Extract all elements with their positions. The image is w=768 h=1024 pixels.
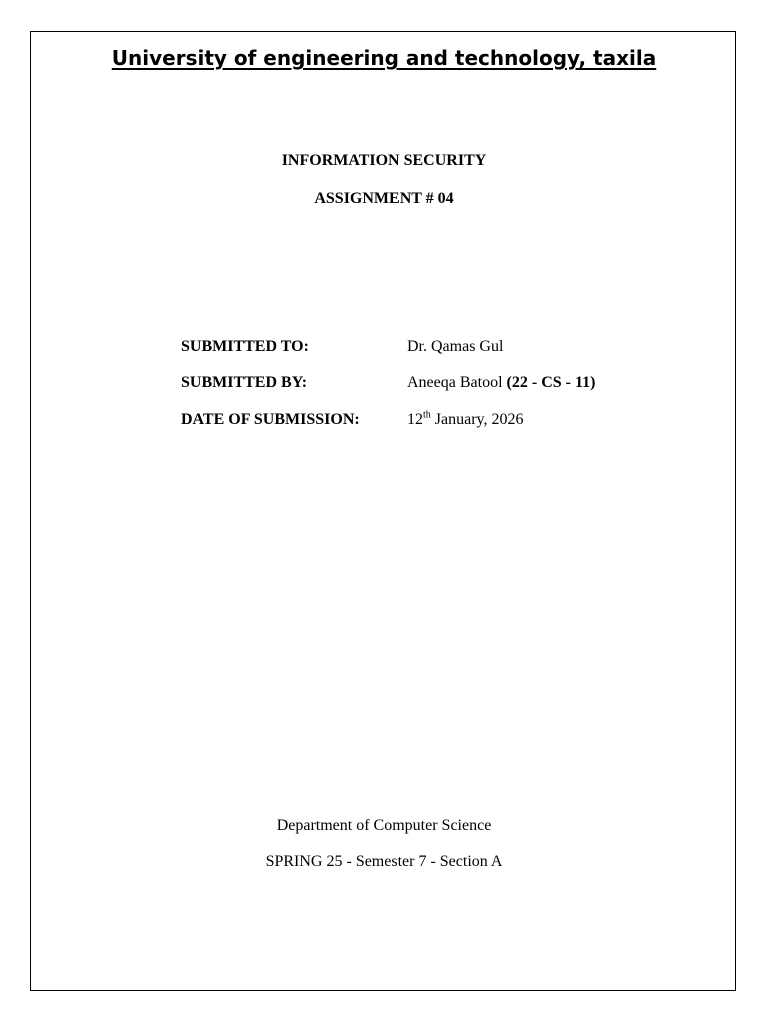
assignment-title: ASSIGNMENT # 04 <box>314 190 454 207</box>
university-title: University of engineering and technology, taxila <box>111 46 657 70</box>
submitted-by-label: SUBMITTED BY: <box>181 374 308 391</box>
student-roll-number: (22 - CS - 11) <box>506 374 596 391</box>
submitted-by-value <box>407 373 595 393</box>
submitted-to-label: SUBMITTED TO: <box>181 338 309 355</box>
submitted-by-row <box>181 373 681 395</box>
submission-date-value <box>407 410 524 430</box>
submission-date-label: DATE OF SUBMISSION: <box>181 411 360 428</box>
page-border <box>30 31 736 991</box>
semester-section: SPRING 25 - Semester 7 - Section A <box>265 853 503 870</box>
date-day: 12 <box>407 411 423 428</box>
date-day-suffix: th <box>423 409 431 421</box>
submitted-to-value: Dr. Qamas Gul <box>407 338 504 355</box>
student-name: Aneeqa Batool <box>407 374 503 391</box>
submission-date-row <box>181 410 681 432</box>
submitted-to-row <box>181 337 681 359</box>
department-name: Department of Computer Science <box>276 817 492 834</box>
course-title: INFORMATION SECURITY <box>281 152 487 169</box>
date-month-year: January, 2026 <box>434 411 524 428</box>
